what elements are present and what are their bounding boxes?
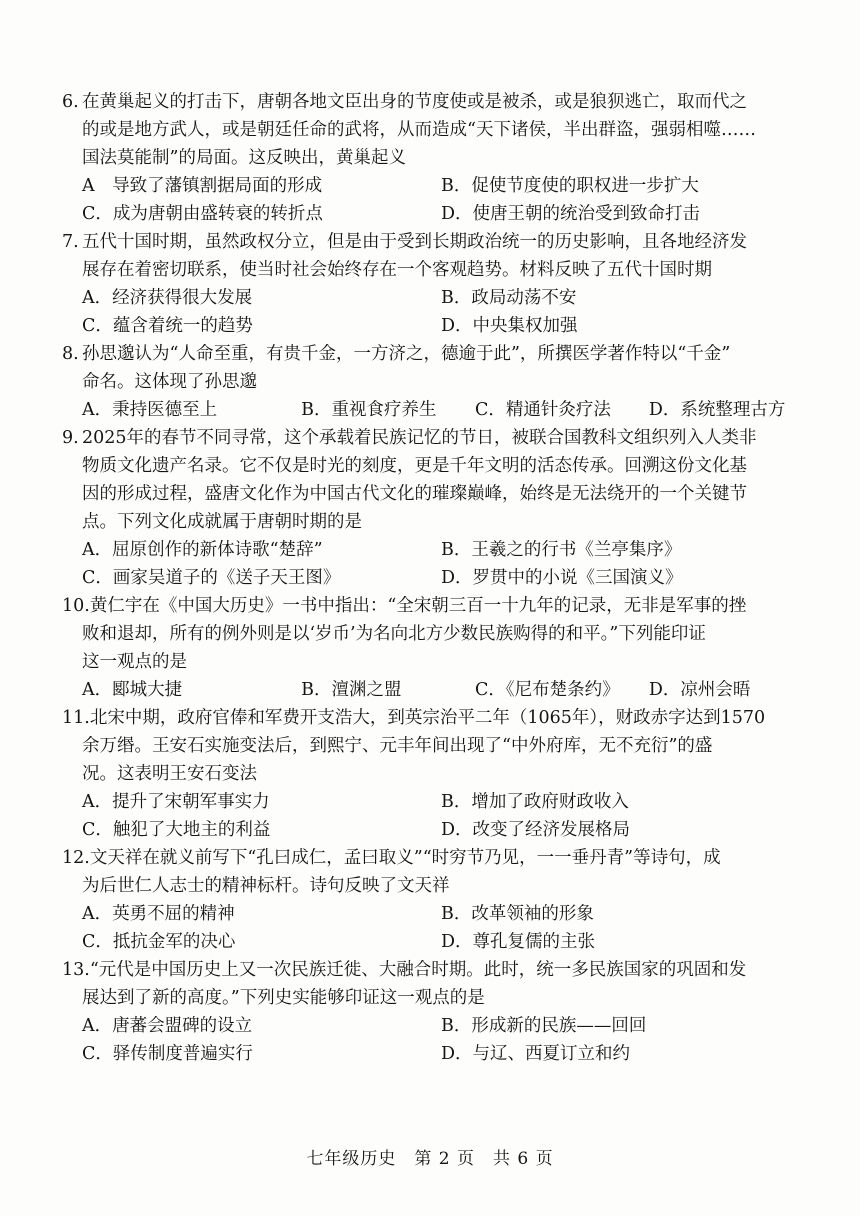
option-a: A．提升了宋朝军事实力 [82, 792, 270, 812]
question-stem-line: 败和退却，所有的例外则是以‘岁币’为名向北方少数民族购得的和平。”下列能印证 [82, 624, 706, 644]
options [62, 1012, 800, 1068]
question-stem-line: 国法莫能制”的局面。这反映出，黄巢起义 [82, 148, 406, 168]
question-number: 9. [62, 428, 79, 448]
question-number: 13. [62, 960, 90, 980]
option-d: D．尊孔复儒的主张 [441, 932, 596, 952]
option-d: D．改变了经济发展格局 [441, 820, 631, 840]
question-10 [62, 592, 800, 704]
option-b: B．改革领袖的形象 [441, 904, 594, 924]
question-stem-line: 点。下列文化成就属于唐朝时期的是 [82, 512, 362, 532]
question-stem: 五代十国时期，虽然政权分立，但是由于受到长期政治统一的历史影响，且各地经济发 [82, 232, 747, 252]
question-number: 10. [62, 596, 90, 616]
option-d: D．与辽、西夏订立和约 [441, 1044, 631, 1064]
option-a: A．郾城大捷 [82, 680, 183, 700]
options [62, 788, 800, 844]
option-b: B．形成新的民族——回回 [441, 1016, 647, 1036]
option-a: A．唐蕃会盟碑的设立 [82, 1016, 253, 1036]
question-6 [62, 88, 800, 228]
question-number: 12. [62, 848, 90, 868]
question-stem-line: 展存在着密切联系，使当时社会始终存在一个客观趋势。材料反映了五代十国时期 [82, 260, 712, 280]
option-b: B．重视食疗养生 [301, 400, 437, 420]
option-b: B．促使节度使的职权进一步扩大 [441, 176, 699, 196]
option-b: B．政局动荡不安 [441, 288, 577, 308]
option-d: D．系统整理古方 [648, 400, 786, 420]
option-c: C．抵抗金军的决心 [82, 932, 236, 952]
option-a: A．经济获得很大发展 [82, 288, 253, 308]
option-a: A．秉持医德至上 [82, 400, 218, 420]
option-c: C．成为唐朝由盛转衰的转折点 [82, 204, 323, 224]
question-8 [62, 340, 800, 424]
options [62, 676, 800, 704]
option-b: B．王羲之的行书《兰亭集序》 [441, 540, 682, 560]
option-c: C．驿传制度普遍实行 [82, 1044, 253, 1064]
question-number: 8. [62, 344, 79, 364]
option-d: D．凉州会晤 [648, 680, 751, 700]
option-d: D．罗贯中的小说《三国演义》 [441, 568, 683, 588]
question-11 [62, 704, 800, 844]
option-c: C．蕴含着统一的趋势 [82, 316, 253, 336]
question-stem-line: 物质文化遗产名录。它不仅是时光的刻度，更是千年文明的活态传承。回溯这份文化基 [82, 456, 747, 476]
question-stem-line: 况。这表明王安石变法 [82, 764, 257, 784]
question-number: 11. [62, 708, 90, 728]
option-c: C．画家吴道子的《送子天王图》 [82, 568, 341, 588]
question-stem-line: 命名。这体现了孙思邈 [82, 372, 257, 392]
question-number: 7. [62, 232, 79, 252]
question-stem-line: 余万缗。王安石实施变法后，到熙宁、元丰年间出现了“中外府库，无不充衍”的盛 [82, 736, 713, 756]
option-d: D．使唐王朝的统治受到致命打击 [441, 204, 701, 224]
question-12 [62, 844, 800, 956]
options [62, 900, 800, 956]
option-a: A．英勇不屈的精神 [82, 904, 235, 924]
option-b: B．澶渊之盟 [301, 680, 402, 700]
options [62, 172, 800, 228]
question-stem-line: 展达到了新的高度。”下列史实能够印证这一观点的是 [82, 988, 485, 1008]
option-b: B．增加了政府财政收入 [441, 792, 629, 812]
options [62, 396, 800, 424]
options [62, 536, 800, 592]
question-stem-line: 为后世仁人志士的精神标杆。诗句反映了文天祥 [82, 876, 450, 896]
option-c: C．触犯了大地主的利益 [82, 820, 271, 840]
option-a: A 导致了藩镇割据局面的形成 [82, 176, 323, 196]
question-stem: 北宋中期，政府官俸和军费开支浩大，到英宗治平二年（1065年），财政赤字达到1570 [89, 708, 766, 728]
question-stem: 在黄巢起义的打击下，唐朝各地文臣出身的节度使或是被杀，或是狼狈逃亡，取而代之 [82, 92, 747, 112]
options [62, 284, 800, 340]
question-number: 6. [62, 92, 79, 112]
option-c: C．精通针灸疗法 [475, 400, 611, 420]
option-d: D．中央集权加强 [441, 316, 578, 336]
question-stem: 黄仁宇在《中国大历史》一书中指出：“全宋朝三百一十九年的记录，无非是军事的挫 [89, 596, 747, 616]
question-stem: 2025年的春节不同寻常，这个承载着民族记忆的节日，被联合国教科文组织列入人类非 [82, 428, 757, 448]
question-stem-line: 因的形成过程，盛唐文化作为中国古代文化的璀璨巅峰，始终是无法绕开的一个关键节 [82, 484, 747, 504]
question-13 [62, 956, 800, 1068]
question-stem: “元代是中国历史上又一次民族迁徙、大融合时期。此时，统一多民族国家的巩固和发 [89, 960, 747, 980]
question-stem-line: 的或是地方武人，或是朝廷任命的武将，从而造成“天下诸侯，半出群盗，强弱相噬…… [82, 120, 756, 140]
question-stem: 孙思邈认为“人命至重，有贵千金，一方济之，德逾于此”，所撰医学著作特以“千金” [82, 344, 731, 364]
option-a: A．屈原创作的新体诗歌“楚辞” [82, 540, 323, 560]
question-9 [62, 424, 800, 592]
question-7 [62, 228, 800, 340]
question-stem: 文天祥在就义前写下“孔曰成仁，孟曰取义”“时穷节乃见，一一垂丹青”等诗句，成 [89, 848, 721, 868]
page-footer: 七年级历史 第 2 页 共 6 页 [306, 1149, 554, 1169]
option-c: C．《尼布楚条约》 [475, 680, 620, 700]
question-stem-line: 这一观点的是 [82, 652, 187, 672]
